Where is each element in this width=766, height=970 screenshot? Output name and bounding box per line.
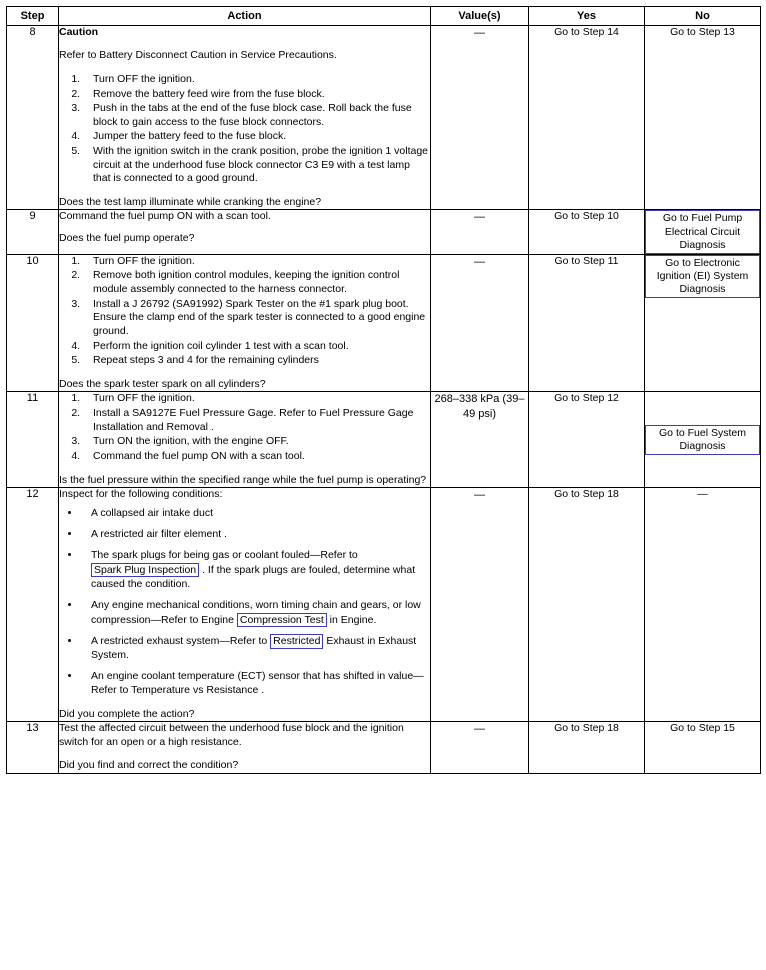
step-question: Did you complete the action? xyxy=(59,707,195,720)
table-row xyxy=(7,254,761,392)
step-action-text: Command the fuel pump ON with a scan tool. xyxy=(59,210,271,223)
step-yes-action[interactable]: Go to Step 18 xyxy=(529,722,645,773)
step-value: — xyxy=(431,26,529,210)
table-row xyxy=(7,392,761,488)
list-item: 2. Install a SA9127E Fuel Pressure Gage. Refer to Fuel Pressure Gage Installation and Removal . xyxy=(83,407,430,434)
list-item-text: Any engine mechanical conditions, worn timing chain and gears, or low compression—Refer to Engine xyxy=(91,598,421,626)
step-question: Does the spark tester spark on all cylinders? xyxy=(59,377,266,390)
step-action-cell xyxy=(59,722,431,773)
list-item-text: An engine coolant temperature (ECT) sensor that has shifted in value—Refer to Temperature vs Resistance . xyxy=(91,670,424,697)
list-item: 3. Push in the tabs at the end of the fuse block case. Roll back the fuse block to gain access to the fuse block connectors. xyxy=(83,102,430,129)
caution-heading: Caution xyxy=(59,26,99,38)
list-item: 4. Command the fuel pump ON with a scan tool. xyxy=(83,450,430,464)
link-go-to-fuel-pump-electrical-circuit-diagnosis[interactable]: Go to Fuel Pump Electrical Circuit Diagnosis xyxy=(645,210,760,253)
step-value: — xyxy=(431,210,529,254)
step-action-cell xyxy=(59,210,431,254)
diagnostic-table xyxy=(6,6,761,774)
list-item xyxy=(81,507,430,521)
link-compression-test[interactable]: Compression Test xyxy=(237,613,327,627)
table-row xyxy=(7,210,761,254)
step-action-cell xyxy=(59,488,431,722)
list-item-text-tail: in Engine. xyxy=(326,613,377,626)
table-header-row xyxy=(7,7,761,26)
step-no-action: — xyxy=(645,488,761,722)
column-header-yes: Yes xyxy=(529,7,645,26)
list-item: 4. Perform the ignition coil cylinder 1 test with a scan tool. xyxy=(83,340,430,354)
step-yes-action[interactable]: Go to Step 12 xyxy=(529,392,645,488)
step-no-action[interactable]: Go to Step 13 xyxy=(645,26,761,210)
caution-text: Refer to Battery Disconnect Caution in Service Precautions. xyxy=(59,49,337,62)
step-number: 10 xyxy=(7,254,59,392)
step-action-cell xyxy=(59,26,431,210)
step-instruction-list xyxy=(59,73,430,186)
step-action-cell xyxy=(59,392,431,488)
column-header-action: Action xyxy=(59,7,431,26)
step-condition-list xyxy=(59,507,430,697)
step-no-action[interactable] xyxy=(645,210,761,254)
step-number: 9 xyxy=(7,210,59,254)
step-number: 11 xyxy=(7,392,59,488)
step-yes-action[interactable]: Go to Step 11 xyxy=(529,254,645,392)
list-item xyxy=(81,549,430,592)
step-instruction-list xyxy=(59,255,430,368)
step-question: Does the test lamp illuminate while cranking the engine? xyxy=(59,196,322,208)
step-value: — xyxy=(431,254,529,392)
step-number: 13 xyxy=(7,722,59,773)
list-item: 3. Turn ON the ignition, with the engine OFF. xyxy=(83,435,430,449)
step-number: 8 xyxy=(7,26,59,210)
list-item: 2. Remove both ignition control modules, keeping the ignition control module assembly connected to the harness connector. xyxy=(83,269,430,296)
step-value: — xyxy=(431,722,529,773)
list-item-text-tail: . If the spark plugs are fouled, determine what caused the condition. xyxy=(91,564,416,590)
list-item-text: A restricted exhaust system—Refer to xyxy=(91,635,271,648)
list-item: 4. Jumper the battery feed to the fuse block. xyxy=(83,130,430,144)
list-item-text: A collapsed air intake duct xyxy=(91,507,213,520)
link-go-to-electronic-ignition-system-diagnosis[interactable]: Go to Electronic Ignition (EI) System Diagnosis xyxy=(645,255,760,298)
list-item-text-tail: Exhaust in Exhaust System. xyxy=(91,635,417,662)
list-item: 3. Install a J 26792 (SA91992) Spark Tester on the #1 spark plug boot. Ensure the clamp end of the spark tester is connected to a good engine ground. xyxy=(83,298,430,339)
list-item-text: A restricted air filter element . xyxy=(91,528,227,541)
link-go-to-fuel-system-diagnosis[interactable]: Go to Fuel System Diagnosis xyxy=(645,425,760,455)
list-item: 5. With the ignition switch in the crank position, probe the ignition 1 voltage circuit at the underhood fuse block connector C3 E9 with a test lamp that is connected to a good ground. xyxy=(83,145,430,186)
list-item: 1. Turn OFF the ignition. xyxy=(83,255,430,269)
step-yes-action[interactable]: Go to Step 10 xyxy=(529,210,645,254)
list-item: 1. Turn OFF the ignition. xyxy=(83,73,430,87)
step-value: 268–338 kPa (39–49 psi) xyxy=(431,392,529,488)
list-item: 2. Remove the battery feed wire from the fuse block. xyxy=(83,88,430,102)
step-question: Does the fuel pump operate? xyxy=(59,231,195,244)
list-item xyxy=(81,634,430,663)
step-intro-text: Inspect for the following conditions: xyxy=(59,488,223,501)
step-no-action[interactable]: Go to Step 15 xyxy=(645,722,761,773)
step-yes-action[interactable]: Go to Step 14 xyxy=(529,26,645,210)
step-action-cell xyxy=(59,254,431,392)
step-no-action[interactable] xyxy=(645,392,761,488)
column-header-step: Step xyxy=(7,7,59,26)
table-row xyxy=(7,488,761,722)
list-item-text: The spark plugs for being gas or coolant fouled—Refer to xyxy=(91,549,358,562)
column-header-values: Value(s) xyxy=(431,7,529,26)
step-no-action[interactable] xyxy=(645,254,761,392)
list-item: 1. Turn OFF the ignition. xyxy=(83,392,430,406)
link-restricted-exhaust[interactable]: Restricted xyxy=(270,634,323,648)
list-item xyxy=(81,599,430,628)
step-question: Is the fuel pressure within the specified range while the fuel pump is operating? xyxy=(59,473,427,486)
step-number: 12 xyxy=(7,488,59,722)
step-instruction-list xyxy=(59,392,430,463)
list-item: 5. Repeat steps 3 and 4 for the remaining cylinders xyxy=(83,354,430,368)
link-spark-plug-inspection[interactable]: Spark Plug Inspection xyxy=(91,563,199,577)
step-value: — xyxy=(431,488,529,722)
step-yes-action[interactable]: Go to Step 18 xyxy=(529,488,645,722)
column-header-no: No xyxy=(645,7,761,26)
list-item xyxy=(81,670,430,698)
table-row xyxy=(7,26,761,210)
list-item xyxy=(81,528,430,542)
table-row xyxy=(7,722,761,773)
step-action-text: Test the affected circuit between the underhood fuse block and the ignition switch for an open or a high resistance. xyxy=(59,722,404,748)
step-question: Did you find and correct the condition? xyxy=(59,759,239,772)
